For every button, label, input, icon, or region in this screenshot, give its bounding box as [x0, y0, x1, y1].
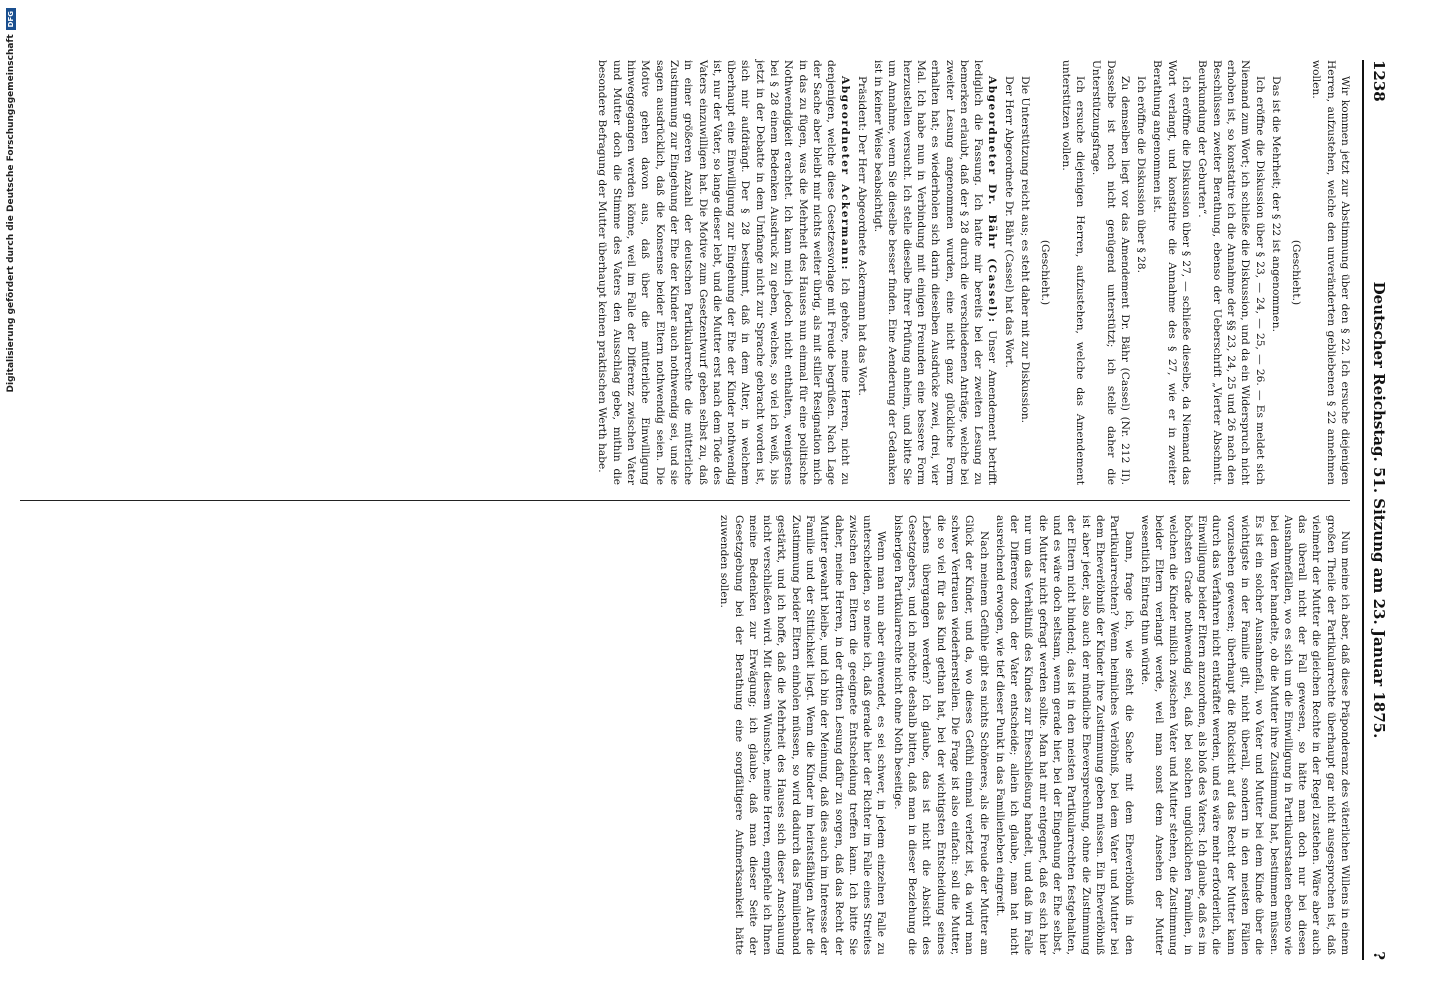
paragraph — [595, 60, 852, 485]
page-number: 1238 — [1370, 60, 1388, 102]
paragraph: Die Unterstützung reicht aus; es steht daher mit zur Diskussion. — [1019, 76, 1032, 424]
page-title: Deutscher Reichstag. 51. Sitzung am 23. Januar 1875. — [1370, 281, 1388, 739]
paragraph: Wir kommen jetzt zur Abstimmung über den § 22. Ich ersuche diejenigen Herren, aufzustehen, welche den unveränderten gebliebenen § 22 annehmen wollen. — [1310, 60, 1351, 485]
paragraph — [871, 60, 1000, 485]
digitization-stamp-text: Digitalisierung gefördert durch die Deutsche Forschungsgemeinschaft — [6, 34, 16, 393]
paragraph: Nach meinem Gefühle gibt es nichts Schöneres, als die Freude der Mutter am Glück der Kinder, und da, wo dieses Gefühl einmal verletzt ist, da wird man schwer Vertrauen wiederherstellen. Die Frage ist also einfach: soll die Mutter, die so viel für das Kind gethan hat, bei der wichtigsten Entscheidung seines Lebens übergangen werden? Ich glaube, das ist nicht die Absicht des Gesetzgebers, und ich möchte deshalb bitten, daß man in dieser Beziehung die bisherigen Partikularrechte nicht ohne Noth beseitige. — [891, 515, 990, 955]
header-mark: ? — [1370, 951, 1388, 960]
paragraph: Wenn man nun aber einwendet, es sei schwer, in jedem einzelnen Falle zu unterscheiden, so meine ich, daß gerade hier der Richter im Falle eines Streites zwischen den Eltern die geeignete Entscheidung treffen kann. Ich bitte Sie daher, meine Herren, in der dritten Lesung dafür zu sorgen, daß das Recht der Mutter gewahrt bleibe, und ich bin der Meinung, daß dies auch im Interesse der Familie und der Sittlichkeit liegt. Wenn die Kinder im heiratsfähigen Alter die Zustimmung beider Eltern einholen müssen, so wird dadurch das Familienband gestärkt, und ich hoffe, daß die Mehrheit des Hauses sich dieser Anschauung nicht verschließen wird. Mit diesem Wunsche, meine Herren, empfehle ich Ihnen meine Bedenken zur Erwägung; ich glaube, daß man dieser Seite der Gesetzgebung bei der Berathung eine sorgfältigere Aufmerksamkeit hätte zuwenden sollen. — [718, 515, 888, 955]
paragraph: Ich eröffne die Diskussion über § 27, — schließe dieselbe, da Niemand das Wort verlangt, und konstatire die Annahme des § 27, wie er in zweiter Berathung angenommen ist. — [1151, 60, 1193, 485]
running-header — [1362, 60, 1394, 960]
interjection: (Geschieht.) — [1039, 239, 1052, 306]
paragraph: Ich eröffne die Diskussion über § 28. — [1135, 76, 1148, 274]
speaker-name: Abgeordneter Dr. Bähr (Cassel): — [986, 76, 999, 324]
paragraph: Präsident: Der Herr Abgeordnete Ackermann hat das Wort. — [855, 76, 868, 396]
paragraph: Ich eröffne die Diskussion über § 23, — 24, — 25, — 26. — Es meldet sich Niemand zum Wort; ich schließe die Diskussion, und da ein Widerspruch nicht erhoben ist, so konstatire ich die Annahme der §§ 23, 24, 25 und 26 nach den Beschlüssen zweiter Berathung, ebenso der Ueberschrift „Vierter Abschnitt. Beurkundung der Geburten“. — [1196, 60, 1266, 485]
speech-text: Unser Amendement betrifft lediglich die Fassung. Ich hatte mir bereits bei der zweiten Lesung zu bemerken erlaubt, daß der § 28 durch die verschiedenen Anträge, welche bei zweiter Lesung angenommen wurden, eine nicht ganz glückliche Form erhalten hat; es wiederholen sich darin dieselben Ausdrücke zwei, drei, vier Mal. Ich habe nun in Verbindung mit einigen Freunden eine bessere Form herzustellen versucht. Ich stelle dieselbe Ihrer Prüfung anheim, und bitte Sie um Annahme, wenn Sie dieselbe besser finden. Eine Aenderung der Gedanken ist in keiner Weise beabsichtigt. — [872, 60, 999, 485]
speech-text: Ich gehöre, meine Herren, nicht zu denjenigen, welche diese Gesetzesvorlage mit Freude begrüßen. Nach Lage der Sache aber bleibt mir nichts weiter übrig, als mit stiller Resignation mich in das zu fügen, was die Mehrheit des Hauses nun einmal für eine politische Nothwendigkeit erachtet. Ich kann mich jedoch nicht enthalten, wenigstens bei § 28 einem Bedenken Ausdruck zu geben, welches, so viel ich weiß, bis jetzt in der Debatte in dem Umfange nicht zur Sprache gebracht worden ist, sich mir aufdrängt. Der § 28 bestimmt, daß in dem Alter, in welchem überhaupt eine Einwilligung zur Eingehung der Ehe der Kinder nothwendig ist, nur der Vater, so lange dieser lebt, und die Mutter erst nach dem Tode des Vaters einzuwilligen hat. Die Motive zum Gesetzentwurf geben selbst zu, daß in einer größeren Anzahl der deutschen Partikularrechte die mütterliche Zustimmung zur Eingehung der Ehe der Kinder auch nothwendig sei, und sie sagen ausdrücklich, daß die Konsense beider Eltern nothwendig seien. Die Motive gehen davon aus, daß über die mütterliche Einwilligung hinweggegangen werden könne, weil im Falle der Differenz zwischen Vater und Mutter doch die Stimme des Vaters den Ausschlag gebe, mithin die besondere Befragung der Mutter überhaupt keinen praktischen Werth habe. — [596, 60, 852, 485]
digitization-stamp — [0, 0, 22, 1000]
paragraph: Dann, frage ich, wie steht die Sache mit dem Eheverlöbniß in den Partikularrechten? Wenn heimliches Verlöbniß, bei dem Vater und Mutter bei dem Eheverlöbniß der Kinder ihre Zustimmung geben müssen. Ein Eheverlöbniß ist aber jeder, also auch der mündliche Eheversprechung, ohne die Zustimmung der Eltern nicht bindend; das ist in den meisten Partikularrechten festgehalten, und es wäre doch seltsam, wenn gerade hier, bei der Eingehung der Ehe selbst, die Mutter nicht gefragt werden sollte. Man hat mir entgegnet, daß es sich hier nur um das Verhältniß des Kindes zur Eheschließung handelt, und daß im Falle der Differenz doch der Vater entscheide; allein ich glaube, man hat nicht ausreichend erwogen, wie tief dieser Punkt in das Familienleben eingreift. — [993, 515, 1135, 955]
paragraph: Der Herr Abgeordnete Dr. Bähr (Cassel) hat das Wort. — [1002, 76, 1015, 368]
column-divider — [20, 500, 1350, 501]
left-text-column — [593, 60, 1352, 485]
dfg-logo-icon: DFG — [6, 8, 16, 30]
interjection: (Geschieht.) — [1290, 239, 1303, 306]
paragraph: Das ist die Mehrheit; der § 22 ist angenommen. — [1269, 76, 1282, 332]
right-text-column — [715, 515, 1352, 955]
paragraph: Ich ersuche diejenigen Herren, aufzustehen, welche das Amendement unterstützen wollen. — [1059, 60, 1086, 485]
paragraph: Nun meine ich aber, daß diese Präponderanz des väterlichen Willens in einem großen Theile der Partikularrechte überhaupt gar nicht ausgesprochen ist, daß vielmehr der Mutter die gleichen Rechte in der Regel zustehen. Wäre aber auch das überall nicht der Fall gewesen, so hätte man doch nur bei diesen Ausnahmefällen, wo es sich um die Einwilligung in Partikularstaaten ebenso wie bei dem Vater handelte, ob die Mutter ihre Zustimmung hat, bestimmen müssen. Es ist ein solcher Ausnahmefall, wo Vater und Mutter bei dem Kinde über die wichtigste in der Familie gilt, nicht überall, sondern in den meisten Fällen vorzusehen gewesen; überhaupt die Rücksicht auf das Recht der Mutter kann durch das Verfahren nicht entkräftet werden, und es wäre mehr erforderlich, die Einwilligung beider Eltern anzuordnen, als bloß des Vaters. Ich glaube, daß es im höchsten Grade nothwendig sei, daß bei solchen unglücklichen Familien, in welchen die Kinder mißlich zwischen Vater und Mutter stehen, die Zustimmung beider Eltern verlangt werde, weil man sonst dem Ansehen der Mutter wesentlich Eintrag thun würde. — [1138, 515, 1351, 955]
paragraph: Zu demselben liegt vor das Amendement Dr. Bähr (Cassel) (Nr. 212 II). Dasselbe ist noch nicht genügend unterstützt; ich stelle daher die Unterstützungsfrage. — [1090, 60, 1131, 485]
speaker-name: Abgeordneter Ackermann: — [839, 76, 852, 271]
